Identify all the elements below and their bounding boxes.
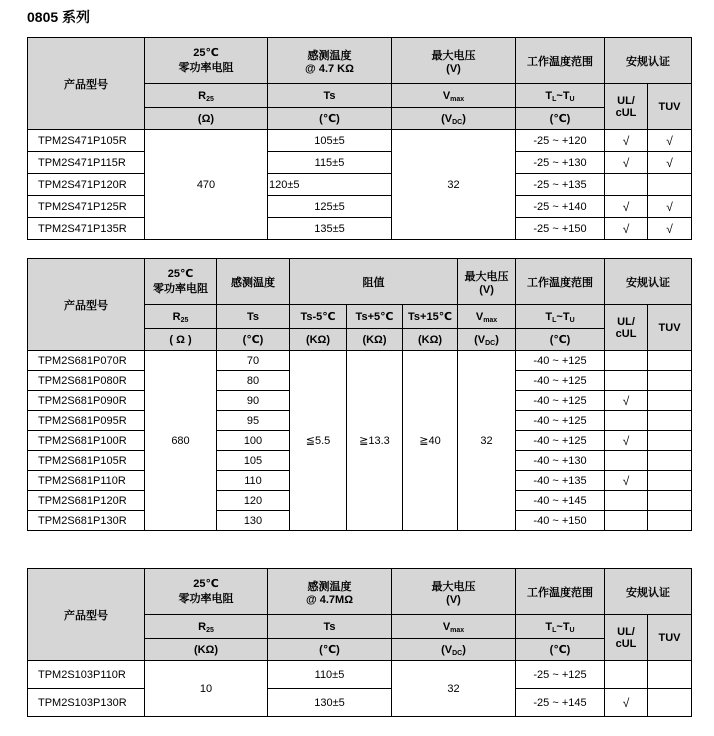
cell-range: -25 ~ +130 bbox=[516, 152, 605, 174]
unit-ts-minus-5: (KΩ) bbox=[290, 329, 347, 351]
sym-ul: UL/ cUL bbox=[605, 615, 648, 661]
cell-ts: 120±5 bbox=[268, 174, 392, 196]
cell-ts: 80 bbox=[217, 371, 290, 391]
sym-vmax: Vmax bbox=[392, 84, 516, 108]
cell-r25: 10 bbox=[145, 661, 268, 717]
cell-model: TPM2S681P105R bbox=[28, 451, 145, 471]
sym-ts-plus-5: Ts+5℃ bbox=[347, 305, 403, 329]
header-vmax: 最大电压 (V) bbox=[392, 38, 516, 84]
unit-r25: (KΩ) bbox=[145, 639, 268, 661]
table-row bbox=[28, 351, 692, 371]
cell-ts: 110 bbox=[217, 471, 290, 491]
cell-ul: √ bbox=[605, 196, 648, 218]
table-row bbox=[28, 174, 692, 196]
sym-r25: R25 bbox=[145, 84, 268, 108]
cell-tuv bbox=[648, 471, 692, 491]
cell-ul: √ bbox=[605, 471, 648, 491]
cell-range: -40 ~ +130 bbox=[516, 451, 605, 471]
sym-tuv: TUV bbox=[648, 84, 692, 130]
cell-range: -25 ~ +125 bbox=[516, 661, 605, 689]
unit-vmax: (VDC) bbox=[392, 639, 516, 661]
cell-ul bbox=[605, 451, 648, 471]
sym-r25: R25 bbox=[145, 615, 268, 639]
cell-ts: 120 bbox=[217, 491, 290, 511]
header-range: 工作温度范围 bbox=[516, 38, 605, 84]
cell-ul bbox=[605, 174, 648, 196]
unit-ts: (℃) bbox=[217, 329, 290, 351]
cell-vmax: 32 bbox=[392, 661, 516, 717]
cell-model: TPM2S471P125R bbox=[28, 196, 145, 218]
cell-ts: 110±5 bbox=[268, 661, 392, 689]
cell-model: TPM2S103P130R bbox=[28, 689, 145, 717]
cell-ts-plus-15: ≧40 bbox=[403, 351, 458, 531]
unit-range: (℃) bbox=[516, 639, 605, 661]
cell-ul bbox=[605, 411, 648, 431]
table-row bbox=[28, 661, 692, 689]
sym-ts-plus-15: Ts+15℃ bbox=[403, 305, 458, 329]
cell-ts: 115±5 bbox=[268, 152, 392, 174]
cell-ul bbox=[605, 661, 648, 689]
sym-ts: Ts bbox=[268, 84, 392, 108]
sym-ul: UL/ cUL bbox=[605, 84, 648, 130]
cell-range: -40 ~ +150 bbox=[516, 511, 605, 531]
cell-range: -40 ~ +125 bbox=[516, 411, 605, 431]
cell-tuv: √ bbox=[648, 218, 692, 240]
unit-vmax: (VDC) bbox=[458, 329, 516, 351]
sym-ts: Ts bbox=[268, 615, 392, 639]
cell-ul: √ bbox=[605, 391, 648, 411]
cell-tuv bbox=[648, 411, 692, 431]
cell-model: TPM2S681P095R bbox=[28, 411, 145, 431]
cell-range: -25 ~ +150 bbox=[516, 218, 605, 240]
cell-ul: √ bbox=[605, 431, 648, 451]
cell-model: TPM2S471P115R bbox=[28, 152, 145, 174]
cell-model: TPM2S681P080R bbox=[28, 371, 145, 391]
header-range: 工作温度范围 bbox=[516, 259, 605, 305]
cell-ts-minus-5: ≦5.5 bbox=[290, 351, 347, 531]
cell-tuv bbox=[648, 391, 692, 411]
cell-r25: 470 bbox=[145, 130, 268, 240]
unit-range: (℃) bbox=[516, 108, 605, 130]
cell-range: -25 ~ +145 bbox=[516, 689, 605, 717]
table-row bbox=[28, 218, 692, 240]
page-title: 0805 系列 bbox=[27, 9, 91, 25]
cell-ts: 135±5 bbox=[268, 218, 392, 240]
cell-range: -25 ~ +135 bbox=[516, 174, 605, 196]
cell-model: TPM2S471P105R bbox=[28, 130, 145, 152]
header-vmax: 最大电压 (V) bbox=[458, 259, 516, 305]
cell-tuv: √ bbox=[648, 196, 692, 218]
cell-ul bbox=[605, 491, 648, 511]
header-ts: 感测温度 @ 4.7MΩ bbox=[268, 569, 392, 615]
cell-tuv bbox=[648, 491, 692, 511]
cell-range: -40 ~ +125 bbox=[516, 431, 605, 451]
cell-model: TPM2S681P100R bbox=[28, 431, 145, 451]
cell-range: -40 ~ +135 bbox=[516, 471, 605, 491]
sym-ts-minus-5: Ts-5℃ bbox=[290, 305, 347, 329]
cell-vmax: 32 bbox=[392, 130, 516, 240]
cell-tuv: √ bbox=[648, 152, 692, 174]
header-model: 产品型号 bbox=[28, 38, 145, 130]
cell-range: -40 ~ +145 bbox=[516, 491, 605, 511]
header-vmax: 最大电压 (V) bbox=[392, 569, 516, 615]
header-model: 产品型号 bbox=[28, 259, 145, 351]
cell-range: -40 ~ +125 bbox=[516, 371, 605, 391]
unit-range: (℃) bbox=[516, 329, 605, 351]
sym-r25: R25 bbox=[145, 305, 217, 329]
header-cert: 安规认证 bbox=[605, 38, 692, 84]
sym-tuv: TUV bbox=[648, 615, 692, 661]
cell-ul: √ bbox=[605, 130, 648, 152]
sym-range: TL~TU bbox=[516, 615, 605, 639]
header-range: 工作温度范围 bbox=[516, 569, 605, 615]
cell-ts: 130 bbox=[217, 511, 290, 531]
cell-tuv bbox=[648, 451, 692, 471]
cell-tuv bbox=[648, 431, 692, 451]
sym-ul: UL/ cUL bbox=[605, 305, 648, 351]
cell-range: -25 ~ +120 bbox=[516, 130, 605, 152]
table-row bbox=[28, 130, 692, 152]
cell-ts: 90 bbox=[217, 391, 290, 411]
cell-tuv: √ bbox=[648, 130, 692, 152]
cell-ul: √ bbox=[605, 218, 648, 240]
header-cert: 安规认证 bbox=[605, 259, 692, 305]
spec-table-1 bbox=[27, 37, 692, 240]
cell-model: TPM2S471P135R bbox=[28, 218, 145, 240]
cell-ts: 95 bbox=[217, 411, 290, 431]
cell-tuv bbox=[648, 371, 692, 391]
cell-model: TPM2S681P070R bbox=[28, 351, 145, 371]
cell-r25: 680 bbox=[145, 351, 217, 531]
cell-model: TPM2S103P110R bbox=[28, 661, 145, 689]
header-cert: 安规认证 bbox=[605, 569, 692, 615]
sym-vmax: Vmax bbox=[458, 305, 516, 329]
table-row bbox=[28, 196, 692, 218]
table-row bbox=[28, 152, 692, 174]
cell-model: TPM2S681P130R bbox=[28, 511, 145, 531]
sym-range: TL~TU bbox=[516, 305, 605, 329]
cell-ts: 100 bbox=[217, 431, 290, 451]
cell-tuv bbox=[648, 351, 692, 371]
spec-table-3 bbox=[27, 568, 692, 717]
cell-vmax: 32 bbox=[458, 351, 516, 531]
cell-ts: 105 bbox=[217, 451, 290, 471]
sym-tuv: TUV bbox=[648, 305, 692, 351]
cell-range: -40 ~ +125 bbox=[516, 391, 605, 411]
header-ts: 感测温度 bbox=[217, 259, 290, 305]
cell-range: -40 ~ +125 bbox=[516, 351, 605, 371]
cell-model: TPM2S681P090R bbox=[28, 391, 145, 411]
cell-ts: 130±5 bbox=[268, 689, 392, 717]
cell-ul bbox=[605, 351, 648, 371]
unit-ts-plus-15: (KΩ) bbox=[403, 329, 458, 351]
cell-ts: 105±5 bbox=[268, 130, 392, 152]
header-ts: 感测温度 @ 4.7 KΩ bbox=[268, 38, 392, 84]
cell-ul bbox=[605, 511, 648, 531]
cell-range: -25 ~ +140 bbox=[516, 196, 605, 218]
cell-ts: 70 bbox=[217, 351, 290, 371]
cell-ts: 125±5 bbox=[268, 196, 392, 218]
cell-model: TPM2S681P120R bbox=[28, 491, 145, 511]
header-r25: 25℃ 零功率电阻 bbox=[145, 569, 268, 615]
cell-tuv bbox=[648, 174, 692, 196]
sym-ts: Ts bbox=[217, 305, 290, 329]
cell-ul: √ bbox=[605, 689, 648, 717]
cell-model: TPM2S471P120R bbox=[28, 174, 145, 196]
header-model: 产品型号 bbox=[28, 569, 145, 661]
unit-r25: ( Ω ) bbox=[145, 329, 217, 351]
sym-range: TL~TU bbox=[516, 84, 605, 108]
cell-ts-plus-5: ≧13.3 bbox=[347, 351, 403, 531]
unit-r25: (Ω) bbox=[145, 108, 268, 130]
cell-ul bbox=[605, 371, 648, 391]
header-r25: 25℃ 零功率电阻 bbox=[145, 38, 268, 84]
unit-ts: (℃) bbox=[268, 108, 392, 130]
unit-ts-plus-5: (KΩ) bbox=[347, 329, 403, 351]
spec-table-2 bbox=[27, 258, 692, 531]
table-row bbox=[28, 689, 692, 717]
cell-tuv bbox=[648, 661, 692, 689]
header-r25: 25℃ 零功率电阻 bbox=[145, 259, 217, 305]
sym-vmax: Vmax bbox=[392, 615, 516, 639]
header-resistance: 阻值 bbox=[290, 259, 458, 305]
cell-tuv bbox=[648, 689, 692, 717]
cell-ul: √ bbox=[605, 152, 648, 174]
unit-ts: (℃) bbox=[268, 639, 392, 661]
unit-vmax: (VDC) bbox=[392, 108, 516, 130]
cell-tuv bbox=[648, 511, 692, 531]
cell-model: TPM2S681P110R bbox=[28, 471, 145, 491]
